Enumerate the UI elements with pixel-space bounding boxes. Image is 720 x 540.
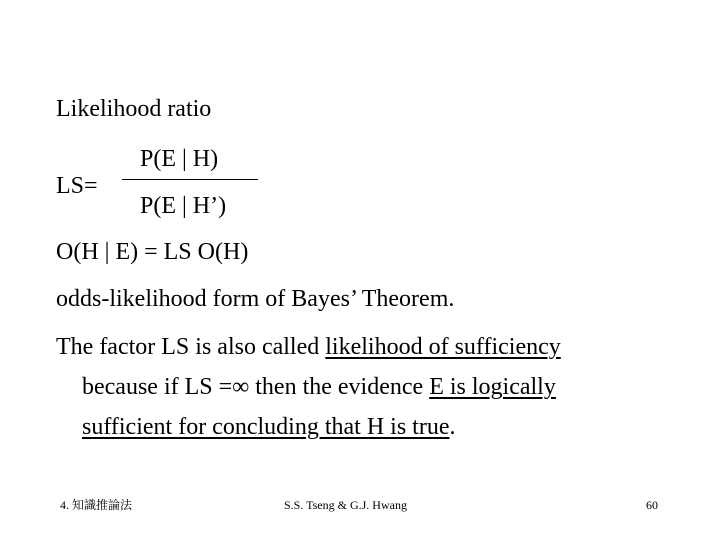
footer-authors: S.S. Tseng & G.J. Hwang [284,498,407,512]
heading: Likelihood ratio [56,96,212,122]
footer-chapter: 4. 知識推論法 [60,498,133,512]
term-likelihood-of-sufficiency: likelihood of sufficiency [325,334,561,360]
paragraph-line-3 [82,413,455,441]
form-label: odds-likelihood form of Bayes’ Theorem. [56,286,455,312]
paragraph-text: The factor LS is also called [56,334,326,360]
infinity-symbol: ∞ [232,374,250,400]
footer-page-number: 60 [646,498,658,512]
paragraph-line-1 [56,333,561,361]
fraction-numerator: P(E | H) [140,146,219,172]
paragraph-line-2 [82,373,556,401]
odds-formula: O(H | E) = LS O(H) [56,239,249,265]
paragraph-text: because if LS = [82,374,233,400]
fraction-denominator: P(E | H’) [140,193,227,219]
underlined-phrase: sufficient for concluding that H is true [82,414,450,440]
fraction-bar [122,179,258,180]
paragraph-text: . [449,414,456,440]
ls-label: LS= [56,173,98,199]
underlined-phrase: E is logically [429,374,556,400]
paragraph-text: then the evidence [249,374,430,400]
